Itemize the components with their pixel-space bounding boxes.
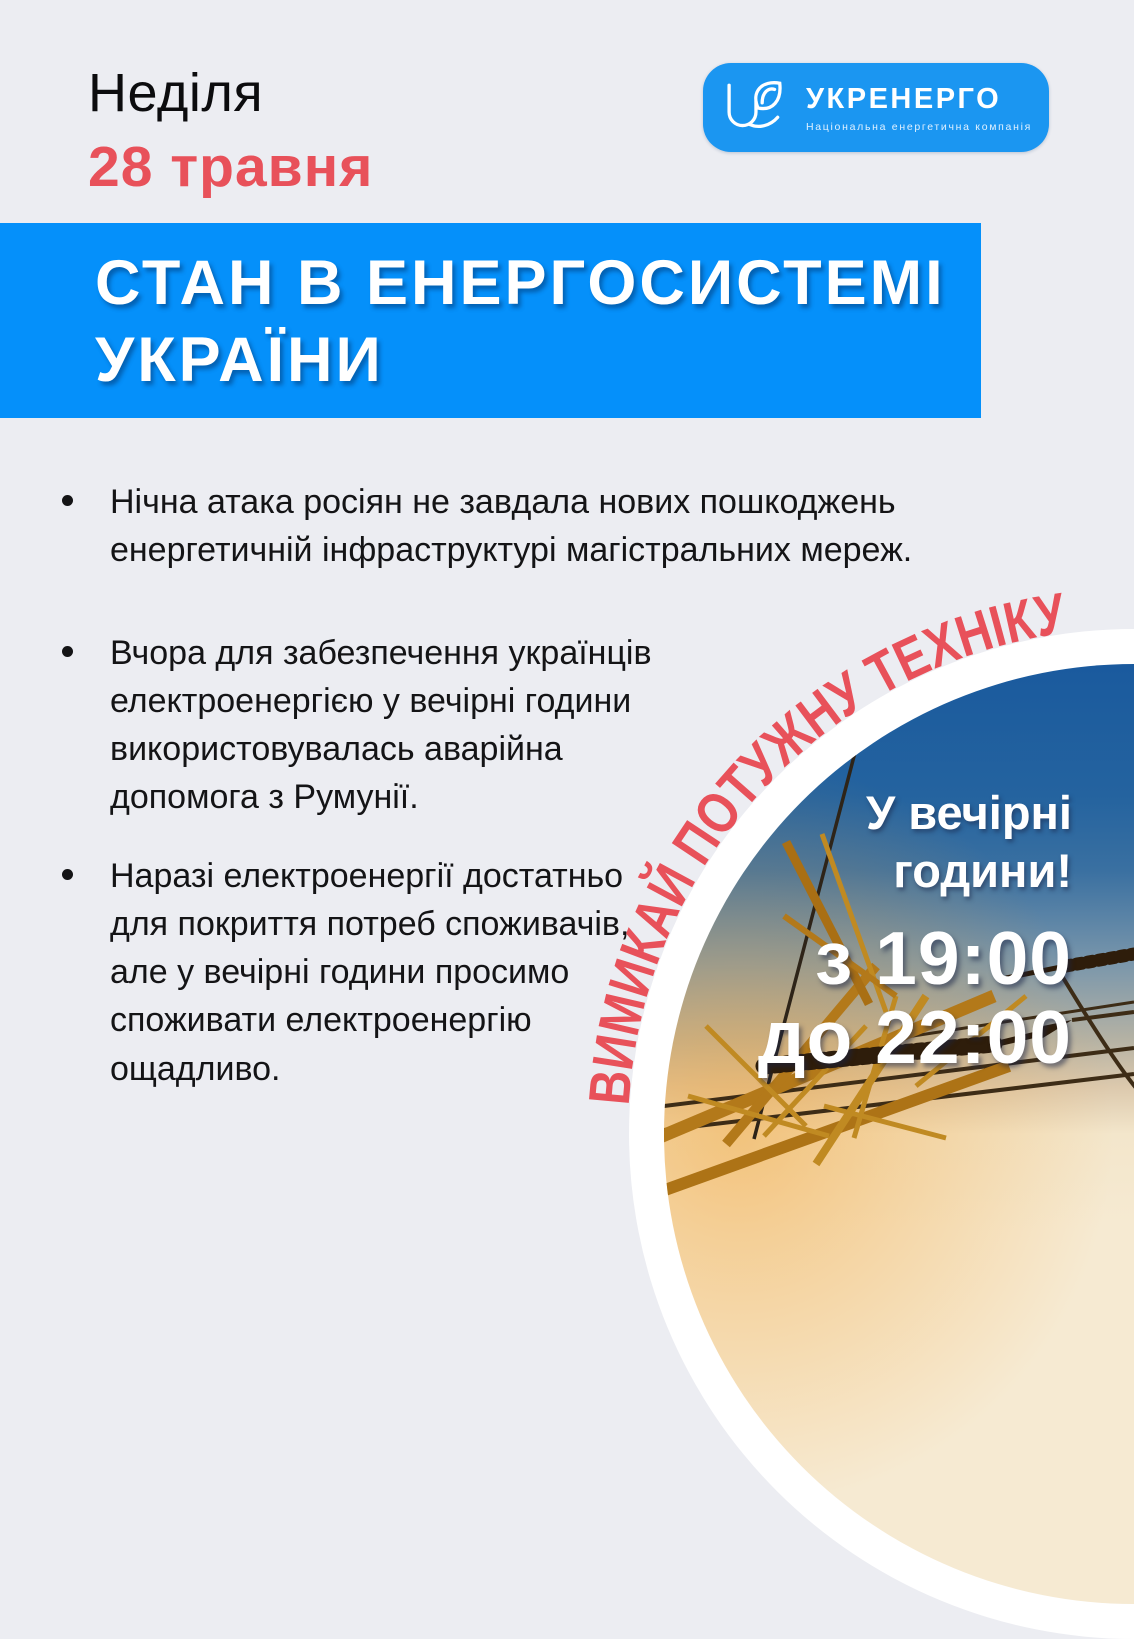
promo-text-block [664, 784, 1072, 1079]
arc-warning-label: ВИМИКАЙ ПОТУЖНУ ТЕХНІКУ [576, 579, 1077, 1108]
logo-title: УКРЕНЕРГО [805, 82, 1002, 115]
page-title [95, 245, 946, 400]
bullet-item-2: Вчора для забезпечення українців електроенергією у вечірні години використовувалась аварійна допомога з Румунії. [60, 629, 675, 822]
powerline-photo [664, 664, 1134, 1604]
date-block [88, 62, 373, 200]
title-line-2: УКРАЇНИ [95, 325, 384, 396]
ukrenergo-logo-badge [703, 63, 1049, 152]
time-range [664, 915, 1072, 1079]
evening-hours-label [664, 784, 1072, 901]
evening-line-2: години! [893, 844, 1072, 898]
title-banner [0, 223, 981, 418]
title-line-1: СТАН В ЕНЕРГОСИСТЕМІ [95, 248, 946, 318]
time-to-label: до 22:00 [757, 994, 1072, 1079]
bullet-item-3: Наразі електроенергії достатньо для покриття потреб споживачів, але у вечірні години просимо споживати електроенергію ощадливо. [60, 852, 670, 1093]
ukrenergo-leaf-icon [720, 77, 794, 139]
evening-line-1: У вечірні [865, 786, 1072, 839]
bullet-item-1: Нічна атака росіян не завдала нових пошкоджень енергетичній інфраструктурі магістральних мереж. [60, 478, 920, 575]
date-label: 28 травня [88, 135, 374, 199]
logo-tagline: Національна енергетична компанія [805, 120, 1033, 133]
weekday-label: Неділя [88, 63, 264, 123]
logo-text-block [806, 83, 1032, 133]
time-from-label: з 19:00 [815, 915, 1072, 1000]
